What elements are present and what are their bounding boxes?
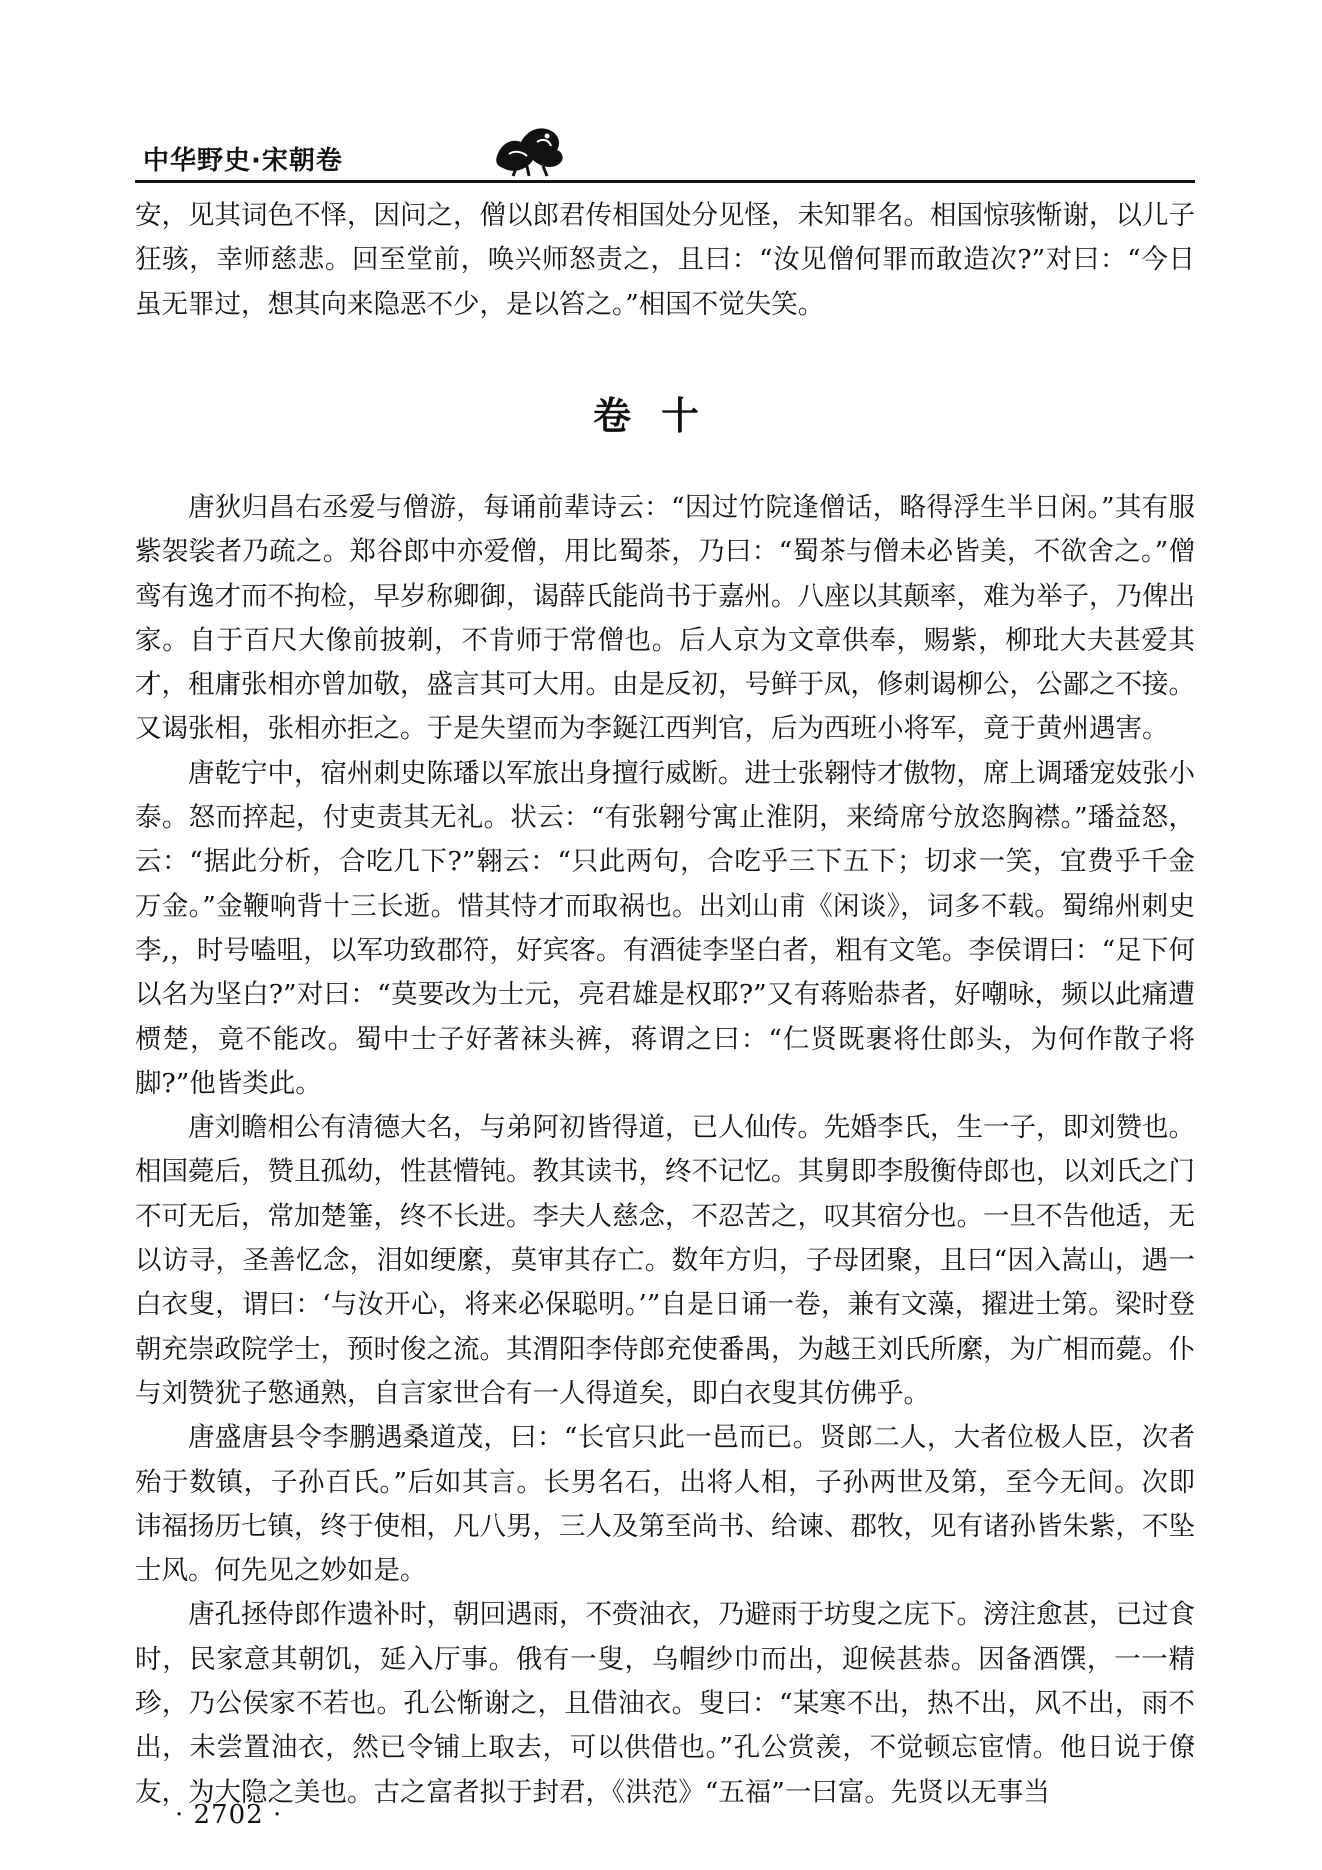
paragraph: 唐孔拯侍郎作遗补时，朝回遇雨，不赍油衣，乃避雨于坊叟之庑下。滂注愈甚，已过食时，民家意其朝饥，延入厅事。俄有一叟，乌帽纱巾而出，迎候甚恭。因备酒馔，一一精珍，乃公侯家不若也。孔公惭谢之，且借油衣。叟曰：“某寒不出，热不出，风不出，雨不出，未尝置油衣，然已令铺上取去，可以供借也。”孔公赏羡，不觉顿忘宦情。他日说于僚友，为大隐之美也。古之富者拟于封君，《洪范》“五福”一曰富。先贤以无事当: [135, 1599, 1195, 1808]
paragraph: 唐乾宁中，宿州刺史陈璠以军旅出身擅行威断。进士张翱恃才傲物，席上调璠宠妓张小泰。怒而捽起，付吏责其无礼。状云：“有张翱兮寓止淮阴，来绮席兮放恣胸襟。”璠益怒，云：“据此分析，合吃几下?”翱云：“只此两句，合吃乎三下五下；切求一笑，宜费乎千金万金。”金鞭响背十三长逝。惜其恃才而取祸也。出刘山甫《闲谈》，词多不载。蜀绵州刺史李,，时号嗑咀，以军功致郡符，好宾客。有酒徒李坚白者，粗有文笔。李侯谓曰：“足下何以名为坚白?”对曰：“莫要改为士元，亮君雄是权耶?”又有蒋贻恭者，好嘲咏，频以此痛遭槚楚，竟不能改。蜀中士子好著袜头裤，蒋谓之曰：“仁贤既裹将仕郎头，为何作散子将脚?”他皆类此。: [135, 757, 1195, 1099]
main-text: [135, 486, 1195, 1815]
continuation-paragraph: 安，见其词色不怿，因问之，僧以郎君传相国处分见怪，未知罪名。相国惊骇惭谢，以儿子狂骇，幸师慈悲。回至堂前，唤兴师怒责之，且曰：“汝见僧何罪而敢造次?”对曰：“今日虽无罪过，想其向来隐恶不少，是以笞之。”相国不觉失笑。: [135, 200, 1195, 320]
paragraph: 唐盛唐县令李鹏遇桑道茂，曰：“长官只此一邑而已。贤郎二人，大者位极人臣，次者殆于数镇，子孙百氏。”后如其言。长男名石，出将人相，子孙两世及第，至今无间。次即讳福扬历七镇，终于使相，凡八男，三人及第至尚书、给谏、郡牧，见有诸孙皆朱紫，不坠士风。何先见之妙如是。: [135, 1422, 1195, 1587]
paragraph: 唐刘瞻相公有清德大名，与弟阿初皆得道，已人仙传。先婚李氏，生一子，即刘赞也。相国薨后，赞且孤幼，性甚懵钝。教其读书，终不记忆。其舅即李殷衡侍郎也，以刘氏之门不可无后，常加楚箠，终不长进。李夫人慈念，不忍苦之，叹其宿分也。一旦不告他适，无以访寻，圣善忆念，泪如绠縻，莫审其存亡。数年方归，子母团聚，且曰“因入嵩山，遇一白衣叟，谓曰：‘与汝开心，将来必保聪明。’”自是日诵一卷，兼有文藻，擢进士第。梁时登朝充崇政院学士，预时俊之流。其渭阳李侍郎充使番禺，为越王刘氏所縻，为广相而薨。仆与刘赞犹子憼通熟，自言家世合有一人得道矣，即白衣叟其仿佛乎。: [135, 1112, 1195, 1409]
paragraph: 唐狄归昌右丞爱与僧游，每诵前辈诗云：“因过竹院逢僧话，略得浮生半日闲。”其有服紫袈裟者乃疏之。郑谷郎中亦爱僧，用比蜀茶，乃曰：“蜀茶与僧未必皆美，不欲舍之。”僧鸾有逸才而不拘检，早岁称卿御，谒薛氏能尚书于嘉州。八座以其颠率，难为举子，乃俾出家。自于百尺大像前披剃，不肯师于常僧也。后人京为文章供奉，赐紫，柳玭大夫甚爱其才，租庸张相亦曾加敬，盛言其可大用。由是反初，号鲜于凤，修刺谒柳公，公鄙之不接。又谒张相，张相亦拒之。于是失望而为李鋋江西判官，后为西班小将军，竟于黄州遇害。: [135, 492, 1195, 745]
dragon-emblem-icon: [487, 116, 567, 178]
page-header: [135, 116, 1195, 186]
chapter-title: 卷十: [592, 394, 729, 438]
page-number: · 2702 ·: [175, 1800, 283, 1830]
header-title: 中华野史·宋朝卷: [143, 146, 343, 176]
header-rule: [135, 180, 1195, 183]
top-continuation-text: [135, 194, 1195, 327]
